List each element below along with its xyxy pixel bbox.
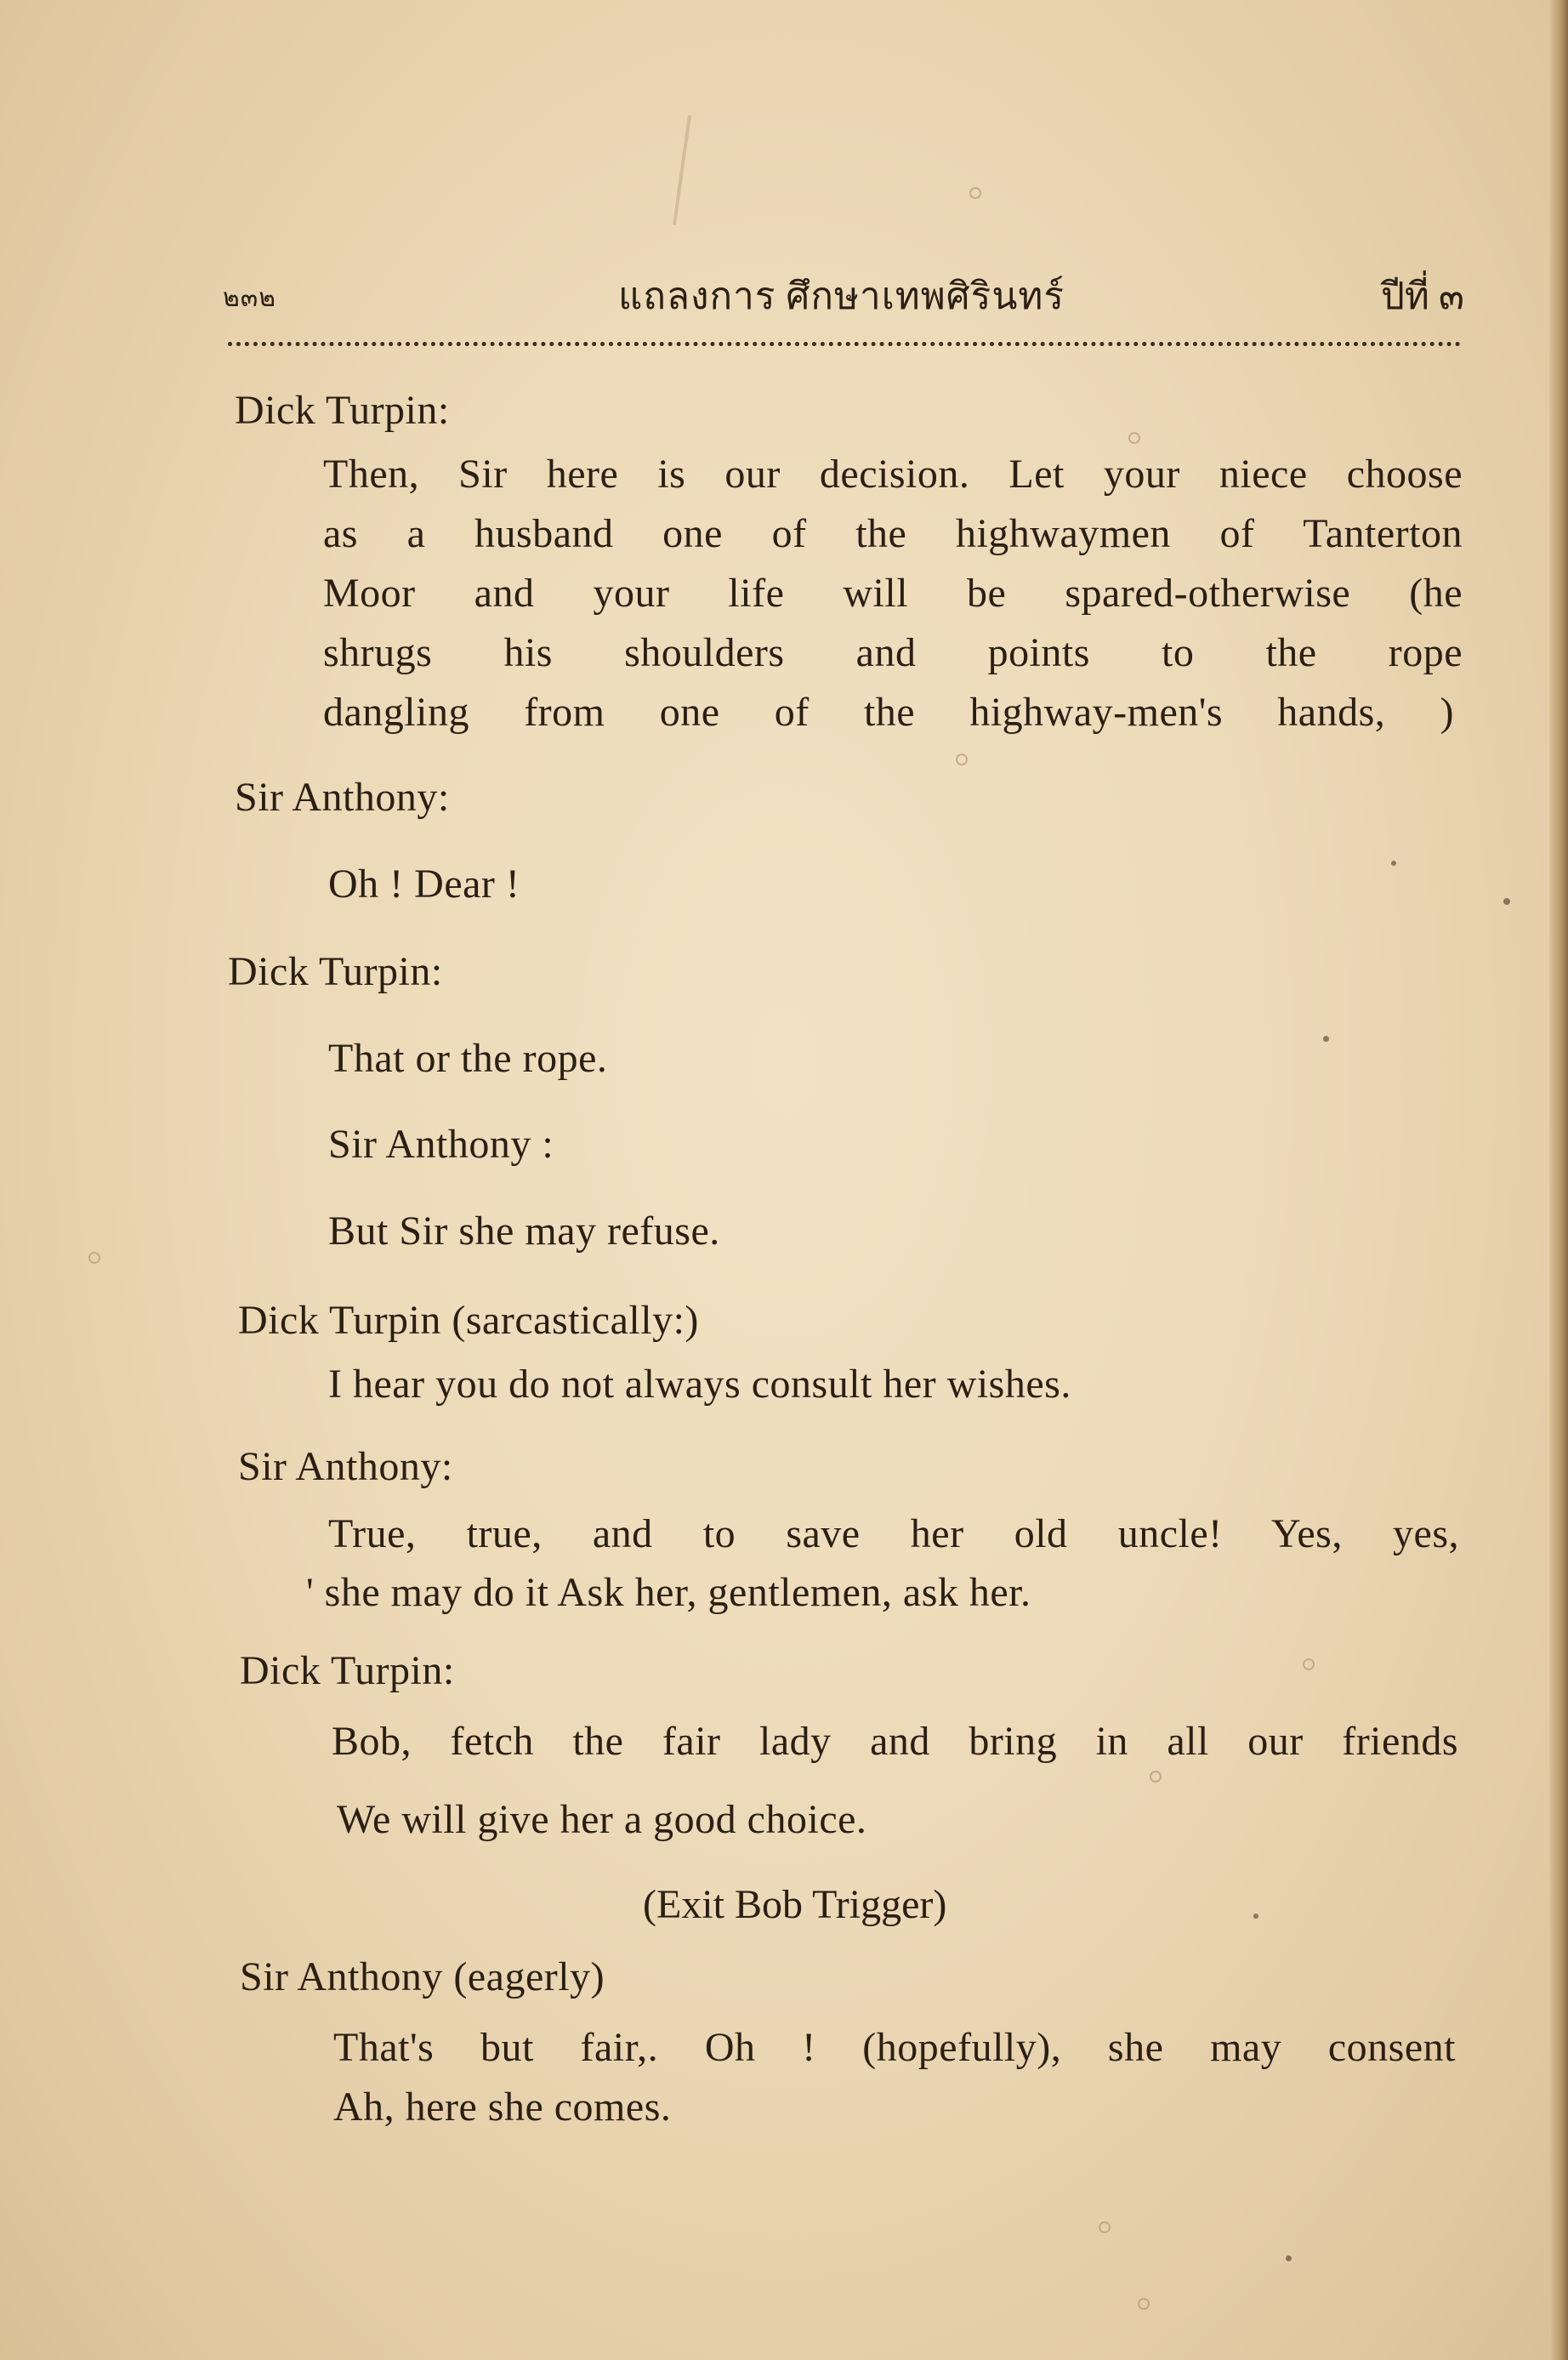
dialogue-line: Bob, fetch the fair lady and bring in all our friends [332,1719,1458,1764]
running-title: แถลงการ ศึกษาเทพศิรินทร์ [618,276,1065,317]
ink-speck [1391,861,1396,866]
dialogue-line: That or the rope. [328,1036,608,1081]
year-label: ปีที่ ๓ [1380,276,1464,317]
stage-direction: (Exit Bob Trigger) [643,1882,947,1927]
dialogue-line: dangling from one of the highway-men's hands, ) [323,690,1454,735]
dialogue-line: That's but fair,. Oh ! (hopefully), she may consent [333,2025,1456,2070]
paper-blemish [1099,2221,1111,2233]
dialogue-line: We will give her a good choice. [337,1797,867,1842]
speaker-sir-anthony: Sir Anthony : [328,1122,554,1167]
ink-speck [1253,1914,1258,1919]
speaker-sir-anthony: Sir Anthony: [235,775,450,820]
dialogue-line: I hear you do not always consult her wishes. [328,1362,1071,1407]
page-number: ๒๓๒ [223,284,277,312]
speaker-dick-turpin: Dick Turpin: [240,1648,455,1693]
paper-blemish [1303,1658,1315,1670]
dialogue-line: shrugs his shoulders and points to the rope [323,630,1463,675]
ink-speck [1503,898,1510,905]
speaker-dick-turpin: Dick Turpin: [228,949,443,994]
speaker-sir-anthony: Sir Anthony: [238,1444,453,1489]
dialogue-line: Oh ! Dear ! [328,862,520,907]
speaker-dick-turpin: Dick Turpin: [235,388,450,433]
speaker-sir-anthony: Sir Anthony (eagerly) [240,1954,605,1999]
dialogue-line: But Sir she may refuse. [328,1208,720,1254]
dialogue-line: True, true, and to save her old uncle! Yes, yes, [328,1511,1459,1556]
dialogue-line: as a husband one of the highwaymen of Tanterton [323,511,1463,556]
paper-blemish [969,187,981,199]
paper-blemish [88,1252,100,1264]
paper-blemish [1128,432,1140,444]
speaker-dick-turpin: Dick Turpin (sarcastically:) [238,1298,699,1343]
dialogue-line: Then, Sir here is our decision. Let your niece choose [323,452,1463,497]
paper-blemish [1150,1771,1162,1783]
paper-blemish [1138,2298,1150,2310]
paper-blemish [956,753,968,765]
dialogue-line: Ah, here she comes. [333,2084,672,2130]
dialogue-line: Moor and your life will be spared-otherwise (he [323,571,1463,616]
ink-speck [1286,2255,1292,2261]
dialogue-line: ' she may do it Ask her, gentlemen, ask her. [306,1570,1031,1615]
ink-speck [1323,1036,1329,1042]
